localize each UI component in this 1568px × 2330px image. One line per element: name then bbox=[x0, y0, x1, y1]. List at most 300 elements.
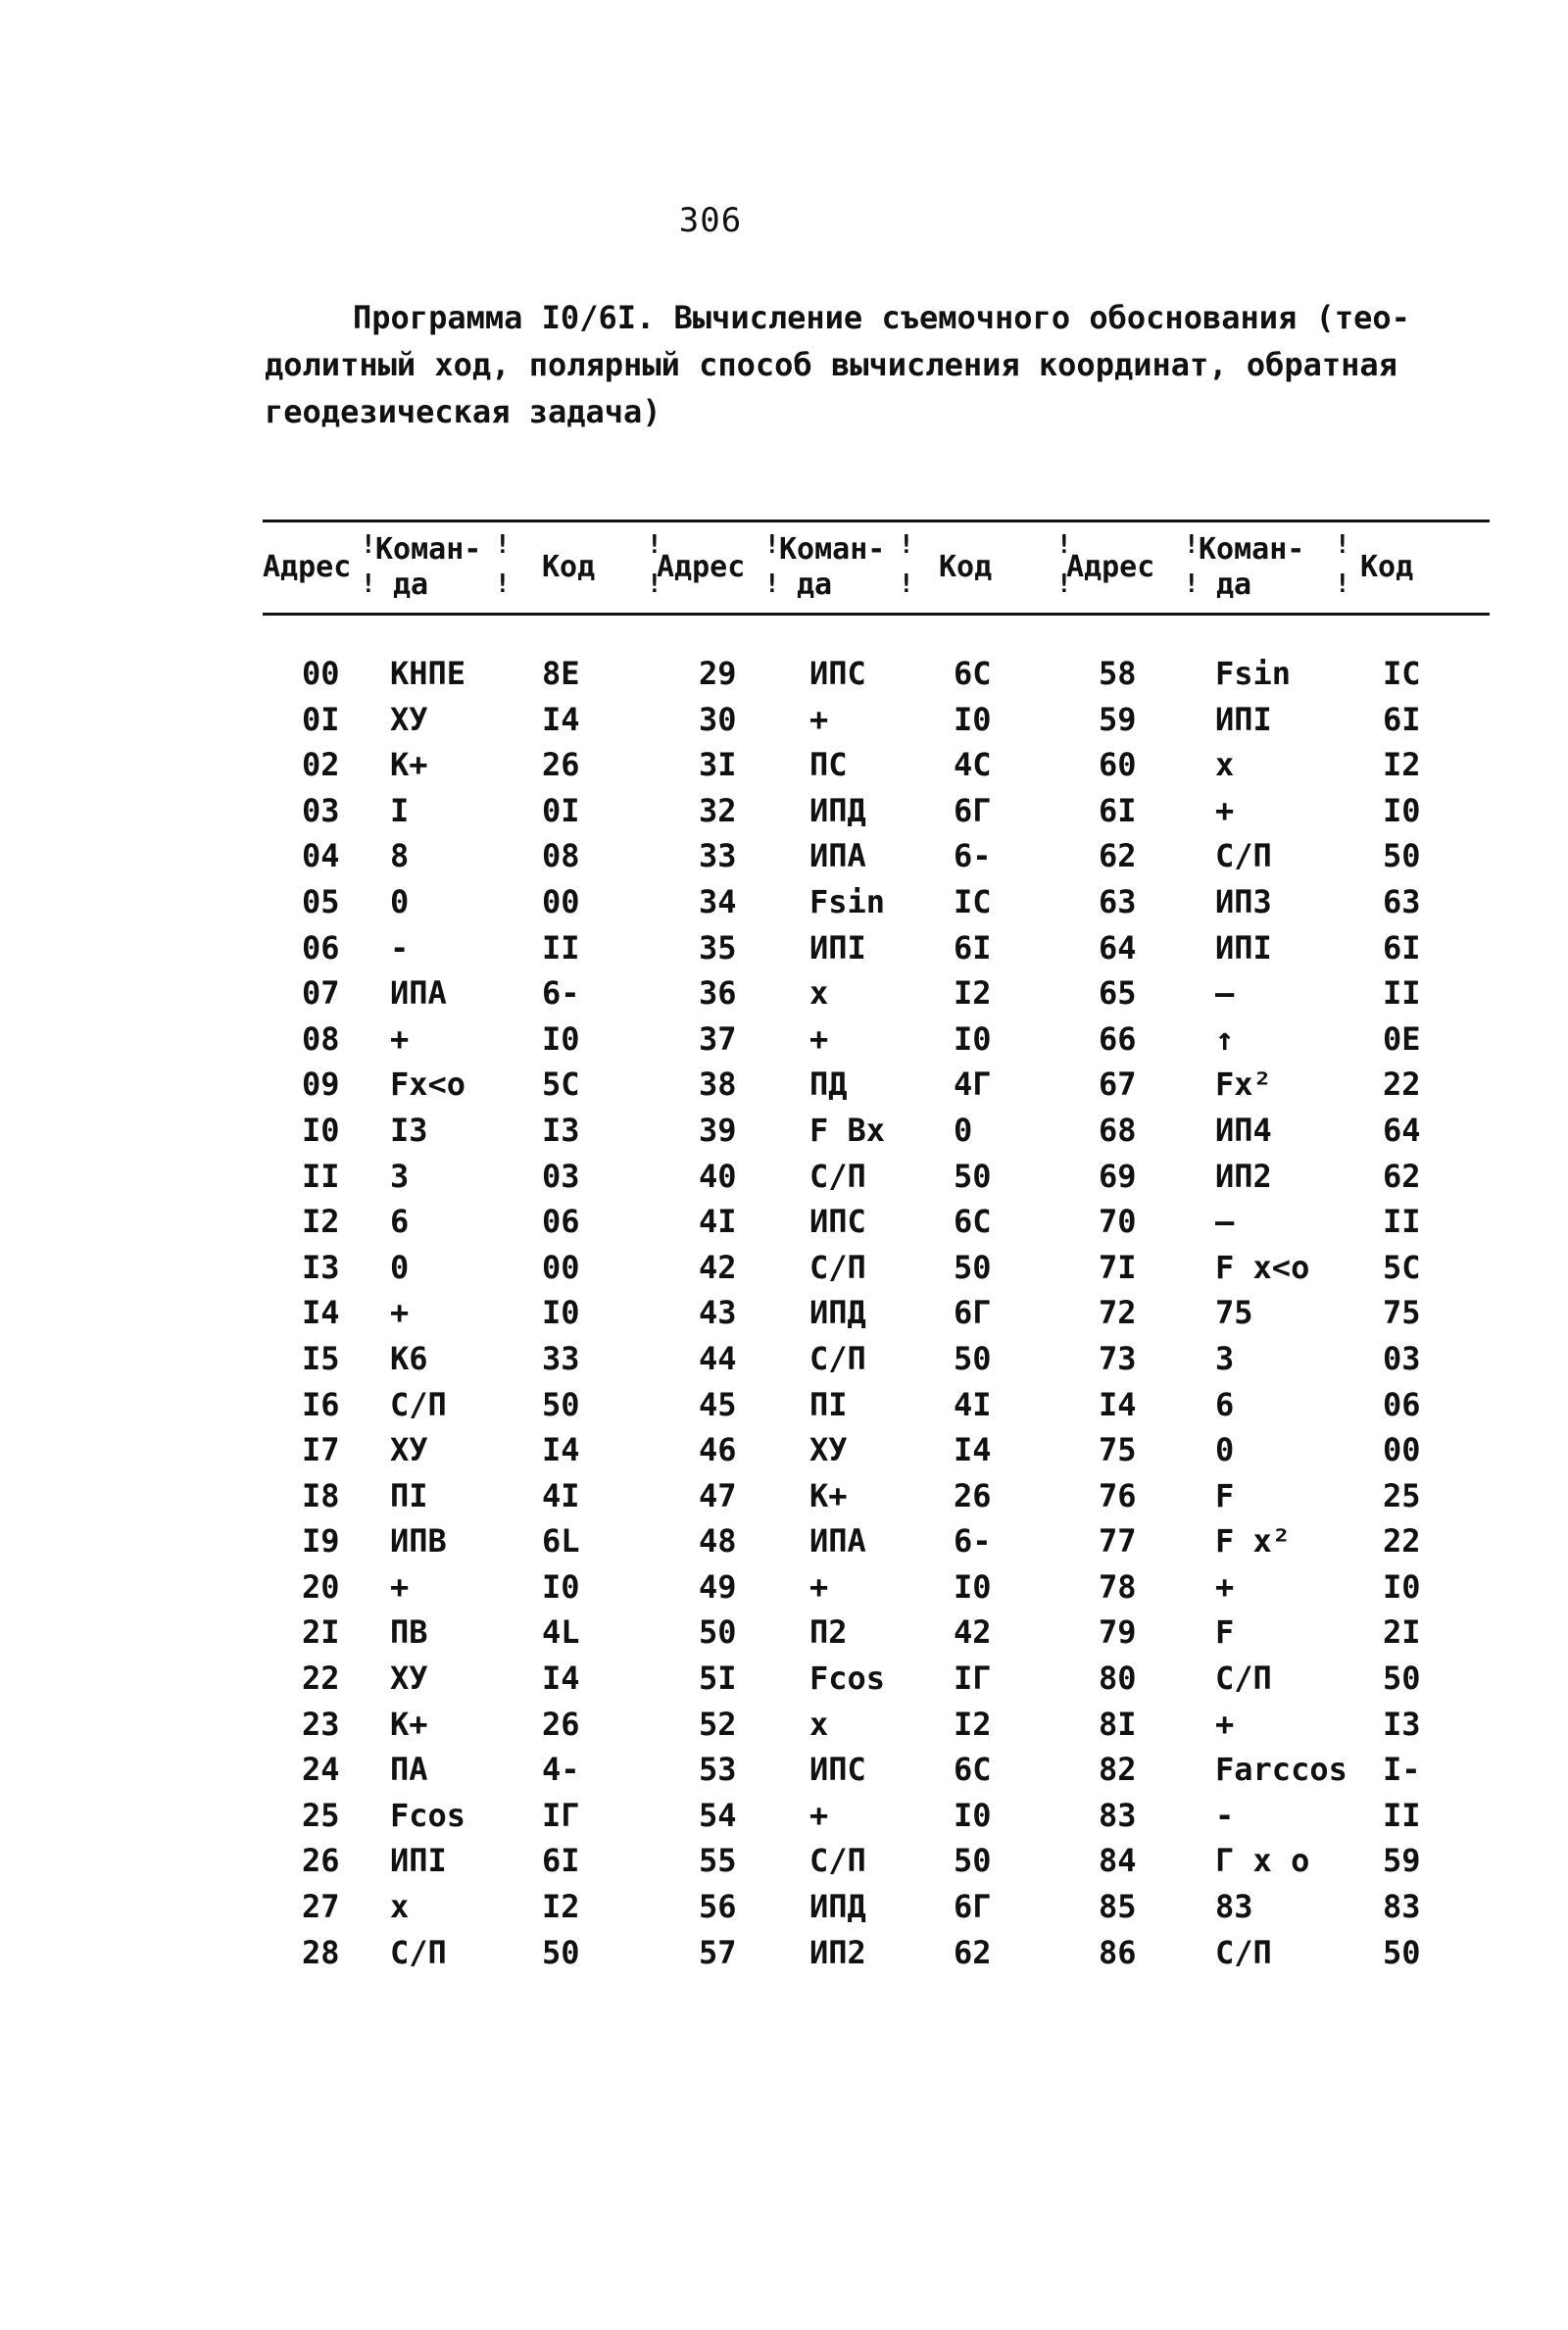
header-sep: ! bbox=[361, 530, 376, 560]
command-cell: ИПА bbox=[390, 974, 447, 1013]
address-cell: 02 bbox=[302, 746, 340, 784]
command-cell: х bbox=[809, 974, 829, 1013]
address-cell: 22 bbox=[302, 1660, 340, 1698]
command-cell: ИПД bbox=[809, 1888, 866, 1926]
command-cell: С/П bbox=[809, 1842, 866, 1880]
title-line-3: геодезическая задача) bbox=[265, 393, 662, 430]
code-cell: 50 bbox=[542, 1933, 580, 1971]
address-cell: 30 bbox=[699, 700, 737, 738]
command-cell: К+ bbox=[809, 1476, 848, 1514]
code-cell: I0 bbox=[1383, 1567, 1421, 1606]
header-sep: ! bbox=[764, 530, 780, 560]
command-cell: К6 bbox=[390, 1339, 428, 1377]
command-cell: 83 bbox=[1215, 1888, 1253, 1926]
code-cell: I2 bbox=[954, 974, 992, 1013]
address-cell: 04 bbox=[302, 837, 340, 875]
address-cell: 27 bbox=[302, 1888, 340, 1926]
command-cell: ИП2 bbox=[809, 1933, 866, 1971]
command-cell: F bbox=[1215, 1476, 1235, 1514]
address-cell: 72 bbox=[1099, 1294, 1137, 1332]
address-cell: 78 bbox=[1099, 1567, 1137, 1606]
address-cell: I2 bbox=[302, 1203, 340, 1241]
header-sep: ! bbox=[1056, 530, 1072, 560]
address-cell: 6I bbox=[1099, 791, 1137, 829]
table-row bbox=[263, 788, 1490, 834]
code-cell: 0 bbox=[954, 1111, 973, 1149]
title-line-1: Программа I0/6I. Вычисление съемочного обоснования (тео- bbox=[353, 299, 1410, 336]
table-row bbox=[263, 1518, 1490, 1564]
table-row bbox=[263, 1016, 1490, 1063]
page-number: 306 bbox=[678, 201, 743, 240]
address-cell: 03 bbox=[302, 791, 340, 829]
code-cell: 4С bbox=[954, 746, 992, 784]
address-cell: 55 bbox=[699, 1842, 737, 1880]
table-row bbox=[263, 879, 1490, 925]
command-cell: х bbox=[809, 1705, 829, 1743]
command-cell: — bbox=[1215, 974, 1235, 1013]
address-cell: 54 bbox=[699, 1796, 737, 1834]
code-cell: 4L bbox=[542, 1613, 580, 1652]
code-cell: II bbox=[1383, 1796, 1421, 1834]
header-code-1: Код bbox=[542, 550, 596, 584]
table-row bbox=[263, 1930, 1490, 1976]
address-cell: 65 bbox=[1099, 974, 1137, 1013]
address-cell: 46 bbox=[699, 1431, 737, 1469]
code-cell: 22 bbox=[1383, 1522, 1421, 1561]
address-cell: 33 bbox=[699, 837, 737, 875]
address-cell: 84 bbox=[1099, 1842, 1137, 1880]
code-cell: I4 bbox=[542, 700, 580, 738]
code-cell: IГ bbox=[542, 1796, 580, 1834]
address-cell: 5I bbox=[699, 1660, 737, 1698]
table-row bbox=[263, 1336, 1490, 1382]
address-cell: 77 bbox=[1099, 1522, 1137, 1561]
command-cell: ПI bbox=[809, 1385, 848, 1423]
address-cell: 24 bbox=[302, 1751, 340, 1789]
code-cell: 6I bbox=[954, 928, 992, 967]
address-cell: 70 bbox=[1099, 1203, 1137, 1241]
header-command-1: Коман- да bbox=[375, 532, 482, 602]
code-cell: 6Г bbox=[954, 1888, 992, 1926]
address-cell: 45 bbox=[699, 1385, 737, 1423]
command-cell: ИПI bbox=[1215, 928, 1272, 967]
command-cell: ИПС bbox=[809, 1203, 866, 1241]
code-cell: I3 bbox=[542, 1111, 580, 1149]
code-cell: IГ bbox=[954, 1660, 992, 1698]
command-cell: I bbox=[390, 791, 410, 829]
code-cell: 0Е bbox=[1383, 1019, 1421, 1058]
address-cell: 80 bbox=[1099, 1660, 1137, 1698]
address-cell: 79 bbox=[1099, 1613, 1137, 1652]
header-sep: ! bbox=[899, 570, 914, 599]
address-cell: 44 bbox=[699, 1339, 737, 1377]
command-cell: ИПД bbox=[809, 1294, 866, 1332]
code-cell: I3 bbox=[1383, 1705, 1421, 1743]
address-cell: 38 bbox=[699, 1066, 737, 1104]
address-cell: 25 bbox=[302, 1796, 340, 1834]
address-cell: 36 bbox=[699, 974, 737, 1013]
code-cell: I0 bbox=[542, 1567, 580, 1606]
code-cell: II bbox=[1383, 1203, 1421, 1241]
code-cell: 5С bbox=[1383, 1248, 1421, 1286]
command-cell: С/П bbox=[390, 1933, 447, 1971]
address-cell: 73 bbox=[1099, 1339, 1137, 1377]
address-cell: 69 bbox=[1099, 1157, 1137, 1195]
command-cell: ИПА bbox=[809, 837, 866, 875]
command-cell: ПД bbox=[809, 1066, 848, 1104]
code-cell: 4I bbox=[542, 1476, 580, 1514]
code-cell: 50 bbox=[1383, 1933, 1421, 1971]
address-cell: 53 bbox=[699, 1751, 737, 1789]
address-cell: 64 bbox=[1099, 928, 1137, 967]
command-cell: ИПI bbox=[809, 928, 866, 967]
table-row bbox=[263, 651, 1490, 697]
code-cell: I0 bbox=[954, 1567, 992, 1606]
address-cell: 7I bbox=[1099, 1248, 1137, 1286]
table-row bbox=[263, 925, 1490, 971]
table-row bbox=[263, 1473, 1490, 1519]
address-cell: 05 bbox=[302, 882, 340, 920]
address-cell: I4 bbox=[302, 1294, 340, 1332]
command-cell: + bbox=[390, 1567, 410, 1606]
address-cell: 07 bbox=[302, 974, 340, 1013]
code-cell: I2 bbox=[954, 1705, 992, 1743]
command-cell: С/П bbox=[1215, 837, 1272, 875]
table-row bbox=[263, 970, 1490, 1016]
table-row bbox=[263, 1838, 1490, 1884]
code-cell: I0 bbox=[542, 1019, 580, 1058]
command-cell: х bbox=[390, 1888, 410, 1926]
code-cell: 03 bbox=[542, 1157, 580, 1195]
header-sep: ! bbox=[1335, 570, 1350, 599]
header-sep: ! bbox=[1335, 530, 1350, 560]
address-cell: 57 bbox=[699, 1933, 737, 1971]
command-cell: К+ bbox=[390, 746, 428, 784]
code-cell: 83 bbox=[1383, 1888, 1421, 1926]
code-cell: I2 bbox=[1383, 746, 1421, 784]
command-cell: ХУ bbox=[390, 700, 428, 738]
code-cell: 64 bbox=[1383, 1111, 1421, 1149]
command-cell: К+ bbox=[390, 1705, 428, 1743]
code-cell: 00 bbox=[542, 882, 580, 920]
command-cell: Fsin bbox=[809, 882, 886, 920]
address-cell: 37 bbox=[699, 1019, 737, 1058]
table-row bbox=[263, 1062, 1490, 1108]
header-sep: ! bbox=[1056, 570, 1072, 599]
code-cell: 6L bbox=[542, 1522, 580, 1561]
command-cell: ПА bbox=[390, 1751, 428, 1789]
table-row bbox=[263, 1382, 1490, 1428]
table-header-rule bbox=[263, 613, 1490, 616]
command-cell: ХУ bbox=[809, 1431, 848, 1469]
table-row bbox=[263, 833, 1490, 879]
header-code-2: Код bbox=[939, 550, 993, 584]
header-sep: ! bbox=[495, 570, 511, 599]
command-cell: - bbox=[1215, 1796, 1235, 1834]
header-command-3: Коман- да bbox=[1199, 532, 1305, 602]
command-cell: Fcos bbox=[809, 1660, 886, 1698]
command-cell: 8 bbox=[390, 837, 410, 875]
address-cell: 49 bbox=[699, 1567, 737, 1606]
command-cell: ИПI bbox=[1215, 700, 1272, 738]
address-cell: 35 bbox=[699, 928, 737, 967]
address-cell: I0 bbox=[302, 1111, 340, 1149]
table-row bbox=[263, 1245, 1490, 1291]
code-cell: 6С bbox=[954, 1203, 992, 1241]
table-body bbox=[263, 651, 1490, 1975]
address-cell: 47 bbox=[699, 1476, 737, 1514]
address-cell: 63 bbox=[1099, 882, 1137, 920]
command-cell: ИПД bbox=[809, 791, 866, 829]
program-title bbox=[265, 294, 1421, 435]
command-cell: F x² bbox=[1215, 1522, 1292, 1561]
table-row bbox=[263, 697, 1490, 743]
code-cell: 06 bbox=[1383, 1385, 1421, 1423]
code-cell: 50 bbox=[954, 1842, 992, 1880]
code-cell: I0 bbox=[542, 1294, 580, 1332]
code-cell: I- bbox=[1383, 1751, 1421, 1789]
code-cell: 6- bbox=[954, 837, 992, 875]
table-row bbox=[263, 1884, 1490, 1930]
code-cell: 6I bbox=[1383, 928, 1421, 967]
table-row bbox=[263, 1427, 1490, 1473]
header-sep: ! bbox=[1184, 530, 1200, 560]
header-sep: ! bbox=[495, 530, 511, 560]
code-cell: 6Г bbox=[954, 791, 992, 829]
address-cell: 26 bbox=[302, 1842, 340, 1880]
code-cell: II bbox=[542, 928, 580, 967]
code-cell: I4 bbox=[542, 1431, 580, 1469]
table-row bbox=[263, 1108, 1490, 1154]
address-cell: 67 bbox=[1099, 1066, 1137, 1104]
code-cell: 4- bbox=[542, 1751, 580, 1789]
address-cell: 09 bbox=[302, 1066, 340, 1104]
address-cell: I3 bbox=[302, 1248, 340, 1286]
command-cell: ПВ bbox=[390, 1613, 428, 1652]
code-cell: II bbox=[1383, 974, 1421, 1013]
command-cell: Г х о bbox=[1215, 1842, 1310, 1880]
address-cell: 29 bbox=[699, 655, 737, 692]
command-cell: ИП4 bbox=[1215, 1111, 1272, 1149]
header-sep: ! bbox=[1184, 570, 1200, 599]
command-cell: ПI bbox=[390, 1476, 428, 1514]
command-cell: - bbox=[390, 928, 410, 967]
address-cell: 3I bbox=[699, 746, 737, 784]
command-cell: Fx<o bbox=[390, 1066, 466, 1104]
table-row bbox=[263, 1564, 1490, 1611]
command-cell: + bbox=[1215, 1567, 1235, 1606]
address-cell: 42 bbox=[699, 1248, 737, 1286]
command-cell: КНПЕ bbox=[390, 655, 466, 692]
command-cell: ИПВ bbox=[390, 1522, 447, 1561]
code-cell: 50 bbox=[954, 1248, 992, 1286]
address-cell: 82 bbox=[1099, 1751, 1137, 1789]
code-cell: 2I bbox=[1383, 1613, 1421, 1652]
code-cell: 6I bbox=[1383, 700, 1421, 738]
header-sep: ! bbox=[361, 570, 376, 599]
address-cell: 20 bbox=[302, 1567, 340, 1606]
code-cell: 4Г bbox=[954, 1066, 992, 1104]
command-cell: 3 bbox=[1215, 1339, 1235, 1377]
address-cell: 2I bbox=[302, 1613, 340, 1652]
command-cell: С/П bbox=[1215, 1933, 1272, 1971]
command-cell: 0 bbox=[390, 882, 410, 920]
command-cell: С/П bbox=[809, 1339, 866, 1377]
address-cell: 52 bbox=[699, 1705, 737, 1743]
code-cell: 50 bbox=[1383, 1660, 1421, 1698]
address-cell: 83 bbox=[1099, 1796, 1137, 1834]
header-sep: ! bbox=[764, 570, 780, 599]
header-address-1: Адрес bbox=[263, 550, 352, 584]
address-cell: 85 bbox=[1099, 1888, 1137, 1926]
code-cell: 50 bbox=[954, 1339, 992, 1377]
title-line-2: долитный ход, полярный способ вычисления координат, обратная bbox=[265, 346, 1397, 383]
command-cell: х bbox=[1215, 746, 1235, 784]
address-cell: 86 bbox=[1099, 1933, 1137, 1971]
address-cell: 28 bbox=[302, 1933, 340, 1971]
code-cell: I4 bbox=[542, 1660, 580, 1698]
code-cell: 6С bbox=[954, 655, 992, 692]
address-cell: 59 bbox=[1099, 700, 1137, 738]
table-header bbox=[263, 522, 1490, 609]
command-cell: ИП2 bbox=[1215, 1157, 1272, 1195]
code-cell: 50 bbox=[954, 1157, 992, 1195]
code-cell: 08 bbox=[542, 837, 580, 875]
command-cell: + bbox=[809, 1019, 829, 1058]
address-cell: I8 bbox=[302, 1476, 340, 1514]
command-cell: — bbox=[1215, 1203, 1235, 1241]
command-cell: С/П bbox=[809, 1248, 866, 1286]
code-cell: 22 bbox=[1383, 1066, 1421, 1104]
address-cell: 76 bbox=[1099, 1476, 1137, 1514]
code-cell: 00 bbox=[542, 1248, 580, 1286]
address-cell: 00 bbox=[302, 655, 340, 692]
command-cell: ИПС bbox=[809, 1751, 866, 1789]
command-cell: П2 bbox=[809, 1613, 848, 1652]
header-sep: ! bbox=[647, 530, 662, 560]
code-cell: 33 bbox=[542, 1339, 580, 1377]
command-cell: 6 bbox=[1215, 1385, 1235, 1423]
command-cell: F x<o bbox=[1215, 1248, 1310, 1286]
code-cell: 26 bbox=[954, 1476, 992, 1514]
address-cell: I6 bbox=[302, 1385, 340, 1423]
command-cell: Fcos bbox=[390, 1796, 466, 1834]
code-cell: 42 bbox=[954, 1613, 992, 1652]
command-cell: + bbox=[390, 1019, 410, 1058]
table-row bbox=[263, 742, 1490, 788]
command-cell: ИПС bbox=[809, 655, 866, 692]
code-cell: 63 bbox=[1383, 882, 1421, 920]
code-cell: 06 bbox=[542, 1203, 580, 1241]
address-cell: 56 bbox=[699, 1888, 737, 1926]
code-cell: 62 bbox=[1383, 1157, 1421, 1195]
code-cell: I4 bbox=[954, 1431, 992, 1469]
table-row bbox=[263, 1199, 1490, 1245]
command-cell: С/П bbox=[1215, 1660, 1272, 1698]
code-cell: I2 bbox=[542, 1888, 580, 1926]
table-row bbox=[263, 1154, 1490, 1200]
command-cell: + bbox=[1215, 1705, 1235, 1743]
command-cell: + bbox=[809, 700, 829, 738]
command-cell: + bbox=[809, 1567, 829, 1606]
code-cell: 26 bbox=[542, 746, 580, 784]
header-address-2: Адрес bbox=[657, 550, 746, 584]
code-cell: 50 bbox=[542, 1385, 580, 1423]
command-cell: ИПI bbox=[390, 1842, 447, 1880]
header-sep: ! bbox=[899, 530, 914, 560]
address-cell: I5 bbox=[302, 1339, 340, 1377]
table-row bbox=[263, 1793, 1490, 1839]
code-cell: I0 bbox=[954, 1019, 992, 1058]
code-cell: 6С bbox=[954, 1751, 992, 1789]
address-cell: 50 bbox=[699, 1613, 737, 1652]
command-cell: ИП3 bbox=[1215, 882, 1272, 920]
code-cell: 5С bbox=[542, 1066, 580, 1104]
header-code-3: Код bbox=[1360, 550, 1414, 584]
address-cell: 48 bbox=[699, 1522, 737, 1561]
header-sep: ! bbox=[647, 570, 662, 599]
code-cell: 00 bbox=[1383, 1431, 1421, 1469]
code-cell: 03 bbox=[1383, 1339, 1421, 1377]
command-cell: ХУ bbox=[390, 1431, 428, 1469]
address-cell: 58 bbox=[1099, 655, 1137, 692]
command-cell: + bbox=[390, 1294, 410, 1332]
code-cell: 25 bbox=[1383, 1476, 1421, 1514]
address-cell: 62 bbox=[1099, 837, 1137, 875]
command-cell: F Вх bbox=[809, 1111, 886, 1149]
table-row bbox=[263, 1656, 1490, 1702]
address-cell: 0I bbox=[302, 700, 340, 738]
address-cell: 66 bbox=[1099, 1019, 1137, 1058]
code-cell: I0 bbox=[954, 700, 992, 738]
command-cell: Farccos bbox=[1215, 1751, 1348, 1789]
code-cell: 62 bbox=[954, 1933, 992, 1971]
command-cell: Fsin bbox=[1215, 655, 1292, 692]
command-cell: Fx² bbox=[1215, 1066, 1272, 1104]
command-cell: + bbox=[1215, 791, 1235, 829]
table-row bbox=[263, 1610, 1490, 1656]
code-cell: I0 bbox=[954, 1796, 992, 1834]
code-cell: 50 bbox=[1383, 837, 1421, 875]
address-cell: I4 bbox=[1099, 1385, 1137, 1423]
address-cell: 06 bbox=[302, 928, 340, 967]
address-cell: 34 bbox=[699, 882, 737, 920]
command-cell: I3 bbox=[390, 1111, 428, 1149]
code-cell: 4I bbox=[954, 1385, 992, 1423]
address-cell: II bbox=[302, 1157, 340, 1195]
code-cell: 6I bbox=[542, 1842, 580, 1880]
address-cell: 4I bbox=[699, 1203, 737, 1241]
code-cell: 6- bbox=[542, 974, 580, 1013]
address-cell: 32 bbox=[699, 791, 737, 829]
code-cell: I0 bbox=[1383, 791, 1421, 829]
program-table bbox=[263, 520, 1490, 1975]
command-cell: 0 bbox=[390, 1248, 410, 1286]
code-cell: IС bbox=[954, 882, 992, 920]
header-address-3: Адрес bbox=[1066, 550, 1155, 584]
code-cell: 0I bbox=[542, 791, 580, 829]
command-cell: 0 bbox=[1215, 1431, 1235, 1469]
address-cell: 23 bbox=[302, 1705, 340, 1743]
address-cell: I7 bbox=[302, 1431, 340, 1469]
address-cell: 60 bbox=[1099, 746, 1137, 784]
command-cell: ИПА bbox=[809, 1522, 866, 1561]
command-cell: 3 bbox=[390, 1157, 410, 1195]
table-row bbox=[263, 1747, 1490, 1793]
command-cell: С/П bbox=[390, 1385, 447, 1423]
address-cell: 43 bbox=[699, 1294, 737, 1332]
command-cell: 6 bbox=[390, 1203, 410, 1241]
